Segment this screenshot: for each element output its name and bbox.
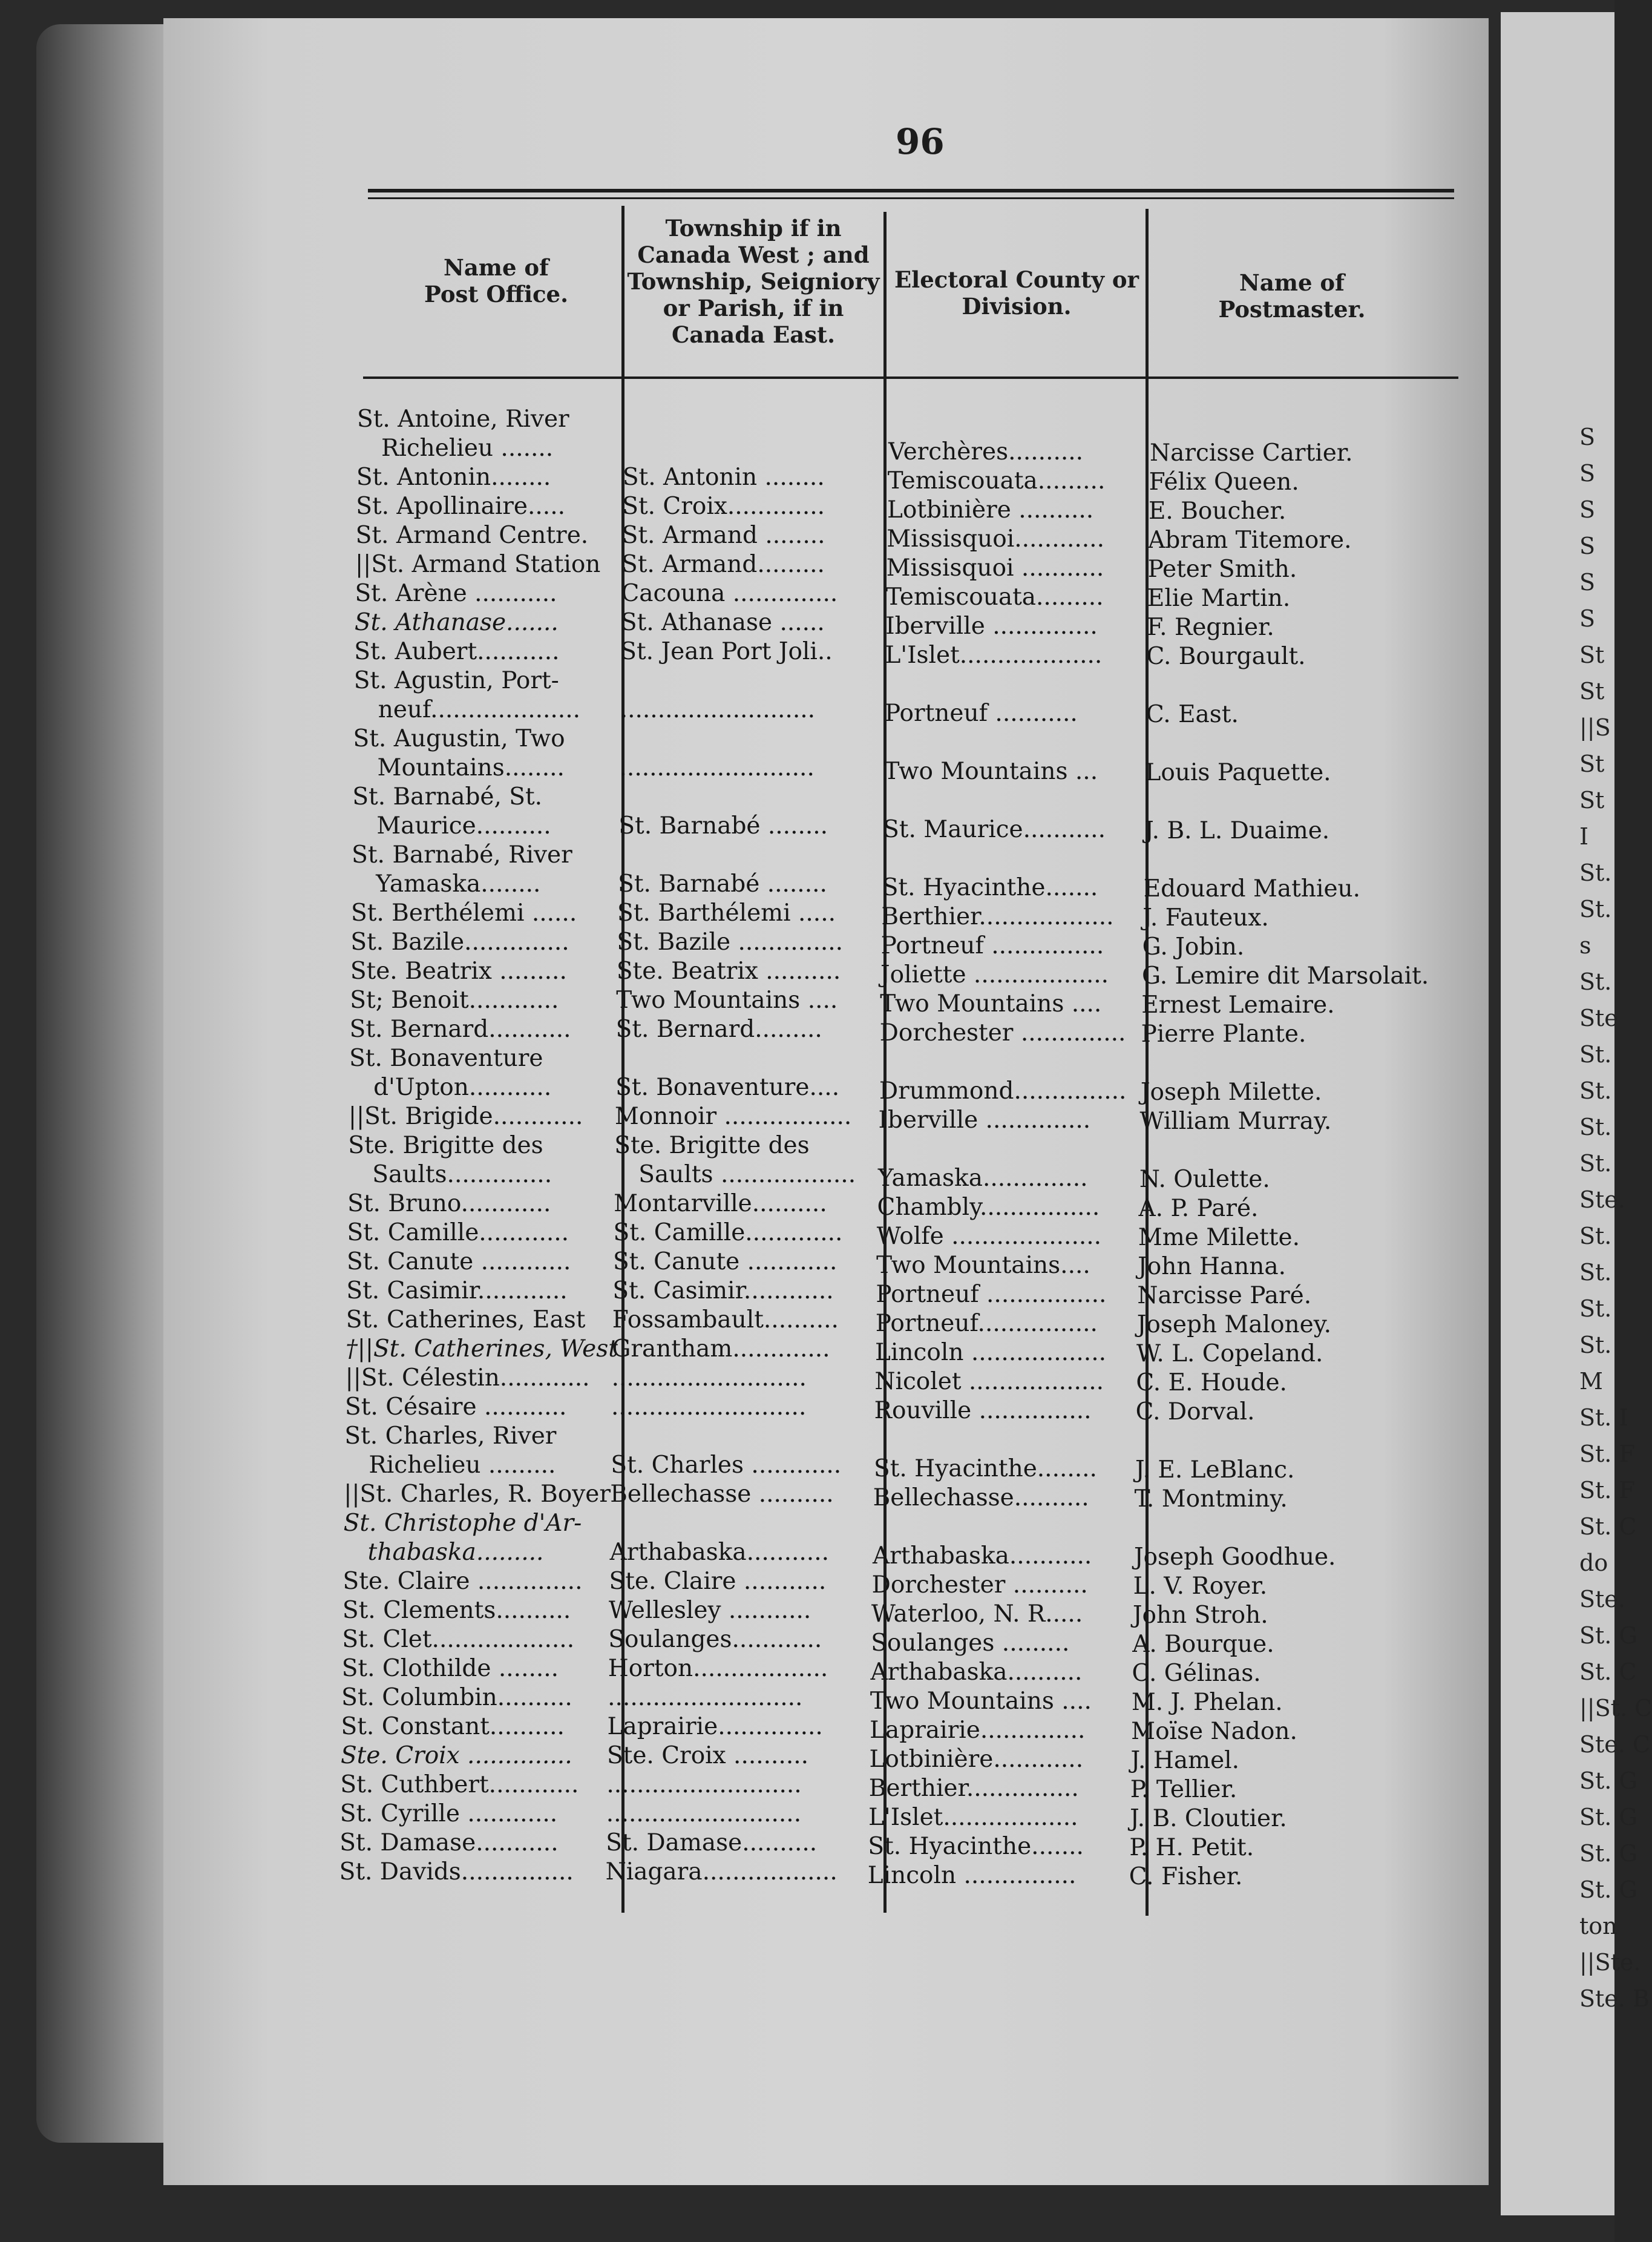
township-cell: St. Jean Port Joli.. (620, 638, 833, 665)
facing-page-text: St. (1579, 896, 1612, 922)
facing-page-text: ||St. C (1579, 1695, 1652, 1721)
facing-page-text: St. G (1579, 1622, 1637, 1649)
postmaster-cell: N. Oulette. (1139, 1166, 1270, 1193)
facing-page-text: St. C (1579, 1658, 1637, 1685)
post-office-name: St. Catherines, East (346, 1306, 586, 1333)
post-office-name: St. Bruno............ (347, 1190, 551, 1217)
post-office-name: St. Bonaventure (349, 1045, 543, 1072)
township-cell: Arthabaska........... (609, 1539, 829, 1566)
postmaster-cell: J. Fauteux. (1142, 904, 1269, 932)
township-cell: Wellesley ........... (608, 1597, 811, 1624)
facing-page-text: St. C (1579, 1513, 1637, 1540)
post-office-name: Ste. Croix .............. (340, 1742, 572, 1769)
postmaster-cell: Narcisse Paré. (1137, 1282, 1312, 1309)
postmaster-cell: P. H. Petit. (1129, 1834, 1254, 1861)
postmaster-cell: J. B. Cloutier. (1130, 1805, 1287, 1832)
postmaster-cell: C. East. (1146, 701, 1239, 728)
electoral-county-cell: Wolfe .................... (876, 1223, 1102, 1250)
post-office-name: St. Bernard........... (349, 1016, 571, 1043)
header-county: Electoral County or Division. (894, 266, 1139, 320)
book-page-edges (36, 24, 175, 2143)
post-office-name: St. Armand Centre. (355, 522, 589, 549)
post-office-name: St. Bazile.............. (350, 929, 569, 956)
electoral-county-cell: Portneuf ............... (880, 932, 1104, 959)
electoral-county-cell: Joliette .................. (880, 961, 1109, 988)
township-cell: .......................... (620, 696, 816, 723)
township-cell: .......................... (611, 1364, 807, 1392)
postmaster-cell: Moïse Nadon. (1131, 1718, 1297, 1745)
post-office-name: St. Casimir............ (346, 1277, 568, 1304)
electoral-county-cell: Iberville .............. (885, 613, 1098, 640)
facing-page-text: St. F (1579, 1441, 1635, 1467)
township-cell: St. Barthélemi ..... (617, 899, 836, 927)
electoral-county-cell: St. Hyacinthe....... (868, 1833, 1084, 1860)
township-cell: St. Antonin ........ (622, 464, 825, 491)
township-cell: Saults .................. (638, 1161, 856, 1188)
facing-page-text: St. G (1579, 1804, 1637, 1830)
township-cell: St. Bazile .............. (617, 929, 844, 956)
postmaster-cell: Félix Queen. (1149, 468, 1299, 496)
postmaster-cell: Edouard Mathieu. (1143, 875, 1361, 902)
facing-page-text: Ste. (1579, 1186, 1625, 1213)
electoral-county-cell: Bellechasse.......... (873, 1484, 1089, 1511)
post-office-name: d'Upton........... (373, 1074, 552, 1101)
post-office-name: St. Antonin........ (356, 464, 551, 491)
post-office-name: ||St. Brigide............ (348, 1103, 583, 1130)
township-cell: Monnoir ................. (614, 1103, 852, 1130)
postmaster-cell: Joseph Goodhue. (1133, 1543, 1336, 1571)
township-cell: St. Armand......... (621, 551, 825, 578)
facing-page-text: St. (1579, 1150, 1612, 1177)
electoral-county-cell: Portneuf................ (875, 1310, 1098, 1337)
electoral-county-cell: St. Maurice........... (883, 816, 1106, 843)
postmaster-cell: Elie Martin. (1147, 585, 1291, 612)
postmaster-cell: John Stroh. (1132, 1602, 1268, 1629)
township-cell: .......................... (611, 1393, 807, 1421)
electoral-county-cell: Rouville ............... (874, 1397, 1092, 1424)
electoral-county-cell: Laprairie.............. (870, 1717, 1086, 1744)
postmaster-cell: Narcisse Cartier. (1150, 439, 1353, 467)
electoral-county-cell: L'Islet.................. (868, 1804, 1078, 1831)
post-office-name: †||St. Catherines, West (346, 1335, 618, 1363)
postmaster-cell: J. E. LeBlanc. (1135, 1456, 1295, 1484)
electoral-county-cell: Two Mountains .... (870, 1688, 1092, 1715)
electoral-county-cell: St. Hyacinthe....... (882, 874, 1098, 901)
postmaster-cell: Abram Titemore. (1148, 527, 1352, 554)
township-cell: Ste. Beatrix .......... (616, 958, 841, 985)
top-rule (368, 189, 1454, 192)
facing-page-text: S (1579, 460, 1596, 487)
township-cell: St. Camille............. (613, 1219, 843, 1246)
township-cell: St. Athanase ...... (620, 609, 825, 636)
post-office-name: Maurice.......... (376, 812, 551, 840)
post-office-name: St. Clothilde ........ (341, 1655, 559, 1682)
facing-page-text: do (1579, 1550, 1608, 1576)
electoral-county-cell: Two Mountains ... (883, 758, 1098, 785)
facing-page-text: St. (1579, 1259, 1612, 1286)
township-cell: St. Bonaventure.... (615, 1074, 840, 1101)
post-office-name: St. Agustin, Port- (353, 667, 559, 694)
post-office-name: ||St. Célestin............ (345, 1364, 590, 1392)
post-office-name: neuf.................... (378, 696, 581, 723)
electoral-county-cell: Verchères.......... (888, 438, 1084, 465)
postmaster-cell: E. Boucher. (1148, 498, 1287, 525)
township-cell: .......................... (606, 1800, 802, 1827)
electoral-county-cell: Iberville .............. (878, 1106, 1091, 1134)
electoral-county-cell: Lotbinière .......... (887, 496, 1094, 524)
postmaster-cell: A. P. Paré. (1138, 1195, 1259, 1222)
facing-page-text: ||Ste. (1579, 1949, 1641, 1976)
facing-page-text: St. (1579, 1077, 1612, 1104)
facing-page-text: s (1579, 932, 1591, 959)
postmaster-cell: G. Jobin. (1142, 933, 1245, 961)
facing-page-text: S (1579, 605, 1596, 632)
post-office-name: St. Arène ........... (355, 580, 557, 607)
post-office-name: St. Camille............ (347, 1219, 569, 1246)
township-cell: .......................... (606, 1771, 802, 1798)
facing-page-text: St (1579, 751, 1605, 777)
township-cell: Grantham............. (612, 1335, 830, 1363)
township-cell: Laprairie.............. (607, 1713, 823, 1740)
township-cell: Bellechasse .......... (610, 1481, 834, 1508)
header-rule (363, 376, 1458, 379)
facing-page-text: St. G (1579, 1876, 1637, 1903)
facing-page-text: St. G (1579, 1767, 1637, 1794)
postmaster-cell: Peter Smith. (1147, 556, 1297, 583)
township-cell: Soulanges............ (608, 1626, 822, 1653)
township-cell: St. Croix............. (622, 493, 825, 520)
facing-page-text: St (1579, 787, 1605, 814)
postmaster-cell: C. Dorval. (1135, 1398, 1255, 1425)
electoral-county-cell: St. Hyacinthe........ (874, 1455, 1097, 1482)
postmaster-cell: C. Fisher. (1129, 1863, 1243, 1890)
electoral-county-cell: Berthier............... (868, 1775, 1079, 1802)
post-office-name: St. Clet................... (342, 1626, 575, 1653)
facing-page-text: St. (1579, 1041, 1612, 1068)
facing-page-text: St. (1579, 860, 1612, 886)
township-cell: Niagara.................. (605, 1858, 837, 1885)
electoral-county-cell: Missisquoi............ (887, 525, 1104, 553)
postmaster-cell: M. J. Phelan. (1131, 1689, 1283, 1716)
township-cell: St. Damase.......... (606, 1829, 818, 1856)
post-office-name: St. Antoine, River (357, 406, 569, 433)
postmaster-cell: A. Bourque. (1132, 1631, 1274, 1658)
post-office-name: St. Berthélemi ...... (351, 899, 577, 927)
electoral-county-cell: Portneuf ................ (876, 1281, 1107, 1308)
facing-page-text: St. (1579, 1114, 1612, 1140)
post-office-name: St. Barnabé, St. (352, 783, 543, 810)
electoral-county-cell: Dorchester .............. (879, 1019, 1126, 1047)
facing-page-text: St. (1579, 1295, 1612, 1322)
electoral-county-cell: Berthier.................. (881, 903, 1114, 930)
electoral-county-cell: Temiscouata......... (887, 467, 1106, 495)
postmaster-cell: T. Montminy. (1134, 1485, 1288, 1513)
post-office-name: St. Barnabé, River (352, 841, 572, 869)
postmaster-cell: C. Gélinas. (1132, 1660, 1261, 1687)
township-cell: .......................... (619, 754, 815, 781)
electoral-county-cell: Drummond............... (879, 1077, 1127, 1105)
postmaster-cell: William Murray. (1139, 1108, 1332, 1135)
electoral-county-cell: Lotbinière............ (869, 1746, 1084, 1773)
facing-page-text: St. G (1579, 1840, 1637, 1867)
electoral-county-cell: Two Mountains .... (880, 990, 1102, 1017)
facing-page-text: St. F (1579, 1477, 1635, 1504)
electoral-county-cell: Dorchester .......... (871, 1571, 1088, 1599)
postmaster-cell: John Hanna. (1138, 1253, 1287, 1280)
post-office-name: St. Apollinaire..... (356, 493, 565, 520)
electoral-county-cell: Yamaska.............. (877, 1165, 1088, 1192)
electoral-county-cell: L'Islet................... (885, 642, 1103, 669)
township-cell: Ste. Claire ........... (609, 1568, 827, 1595)
postmaster-cell: J. Hamel. (1130, 1747, 1240, 1774)
facing-page-text: M (1579, 1368, 1603, 1395)
post-office-name: St. Augustin, Two (353, 725, 565, 752)
postmaster-cell: L. V. Royer. (1133, 1573, 1268, 1600)
post-office-name: Yamaska........ (376, 870, 541, 898)
post-office-name: Richelieu ......... (369, 1451, 556, 1479)
column-divider-2 (883, 212, 887, 1913)
township-cell: Two Mountains .... (616, 987, 838, 1014)
post-office-name: St. Clements.......... (342, 1597, 571, 1624)
postmaster-cell: C. Bourgault. (1146, 643, 1306, 670)
electoral-county-cell: Lincoln ............... (867, 1862, 1077, 1889)
post-office-name: Ste. Brigitte des (348, 1132, 543, 1159)
facing-page-text: St. (1579, 968, 1612, 995)
top-rule-thin (368, 197, 1454, 199)
township-cell: St. Casimir............ (612, 1277, 834, 1304)
postmaster-cell: J. B. L. Duaime. (1144, 817, 1330, 844)
post-office-name: St. Cuthbert............ (340, 1771, 579, 1798)
post-office-name: St. Constant.......... (341, 1713, 565, 1740)
facing-page-text: S (1579, 496, 1596, 523)
post-office-name: St. Aubert........... (354, 638, 560, 665)
facing-page-text: Ste. B (1579, 1985, 1650, 2012)
post-office-name: St. Charles, River (344, 1422, 557, 1450)
electoral-county-cell: Lincoln .................. (875, 1339, 1106, 1366)
electoral-county-cell: Arthabaska........... (872, 1542, 1092, 1570)
post-office-name: St. Columbin.......... (341, 1684, 572, 1711)
electoral-county-cell: Waterloo, N. R..... (871, 1600, 1083, 1628)
postmaster-cell: Joseph Maloney. (1136, 1311, 1332, 1338)
post-office-name: St. Davids............... (339, 1858, 574, 1885)
electoral-county-cell: Nicolet .................. (874, 1368, 1104, 1395)
facing-page-text: Ste (1579, 1005, 1618, 1031)
township-cell: St. Charles ............ (611, 1451, 842, 1479)
electoral-county-cell: Missisquoi ........... (886, 554, 1104, 582)
township-cell: St. Bernard......... (615, 1016, 822, 1043)
facing-page-text: St. (1579, 1332, 1612, 1358)
township-cell: Fossambault.......... (612, 1306, 839, 1333)
post-office-name: Ste. Beatrix ......... (350, 958, 567, 985)
facing-page-text: Ste. (1579, 1586, 1625, 1612)
header-township: Township if in Canada West ; and Township, Seigniory or Parish, if in Canada East. (627, 215, 880, 348)
facing-page-text: St. I (1579, 1404, 1628, 1431)
post-office-name: Richelieu ....... (381, 435, 554, 462)
post-office-name: Ste. Claire .............. (343, 1568, 583, 1595)
post-office-name: Mountains........ (377, 754, 565, 781)
facing-page-text: St. (1579, 1223, 1612, 1249)
township-cell: St. Barnabé ........ (618, 870, 827, 898)
post-office-name: St. Athanase....... (354, 609, 559, 636)
post-office-name: St. Cyrille ............ (339, 1800, 558, 1827)
post-office-name: St. Césaire ........... (345, 1393, 567, 1421)
page-number: 96 (896, 121, 945, 162)
post-office-name: St. Christophe d'Ar- (343, 1510, 582, 1537)
township-cell: Cacouna .............. (621, 580, 838, 607)
facing-page-text: St (1579, 642, 1605, 668)
postmaster-cell: F. Regnier. (1147, 614, 1274, 641)
post-office-name: St. Canute ............ (346, 1248, 571, 1275)
facing-page-text: ton (1579, 1913, 1618, 1939)
facing-page-text: S (1579, 424, 1596, 450)
facing-page-text: Ste. C (1579, 1731, 1651, 1758)
postmaster-cell: W. L. Copeland. (1136, 1340, 1323, 1367)
township-cell: Ste. Brigitte des (614, 1132, 810, 1159)
header-postmaster: Name of Postmaster. (1218, 269, 1366, 323)
facing-page-text: I (1579, 823, 1589, 850)
facing-page-text: S (1579, 569, 1596, 596)
header-post-office: Name of Post Office. (424, 254, 568, 307)
electoral-county-cell: Arthabaska.......... (870, 1658, 1083, 1686)
postmaster-cell: Pierre Plante. (1141, 1021, 1306, 1048)
township-cell: Horton.................. (608, 1655, 828, 1682)
postmaster-cell: Joseph Milette. (1140, 1079, 1322, 1106)
township-cell: .......................... (608, 1684, 803, 1711)
postmaster-cell: P. Tellier. (1130, 1776, 1237, 1803)
post-office-name: thabaska......... (367, 1539, 544, 1566)
township-cell: Ste. Croix .......... (606, 1742, 809, 1769)
postmaster-cell: C. E. Houde. (1136, 1369, 1287, 1396)
postmaster-cell: G. Lemire dit Marsolait. (1141, 962, 1429, 990)
postmaster-cell: Louis Paquette. (1145, 759, 1331, 786)
township-cell: St. Barnabé ........ (618, 812, 828, 840)
facing-page-fragment (1501, 12, 1652, 2215)
post-office-name: ||St. Charles, R. Boyer (344, 1481, 611, 1508)
facing-page-text: ||S (1579, 714, 1611, 741)
post-office-name: Saults.............. (372, 1161, 552, 1188)
post-office-name: St. Damase........... (339, 1829, 559, 1856)
postmaster-cell: Ernest Lemaire. (1141, 991, 1335, 1019)
post-office-name: ||St. Armand Station (355, 551, 601, 578)
electoral-county-cell: Soulanges ......... (871, 1629, 1070, 1657)
electoral-county-cell: Temiscouata......... (885, 584, 1104, 611)
township-cell: Montarville.......... (614, 1190, 827, 1217)
electoral-county-cell: Portneuf ........... (884, 700, 1078, 727)
facing-page-text: St (1579, 678, 1605, 705)
facing-page-text: S (1579, 533, 1596, 559)
post-office-name: St; Benoit............ (350, 987, 559, 1014)
township-cell: St. Armand ........ (621, 522, 825, 549)
postmaster-cell: Mme Milette. (1138, 1224, 1300, 1251)
electoral-county-cell: Chambly................ (877, 1194, 1100, 1221)
township-cell: St. Canute ............ (612, 1248, 837, 1275)
electoral-county-cell: Two Mountains.... (876, 1252, 1090, 1279)
